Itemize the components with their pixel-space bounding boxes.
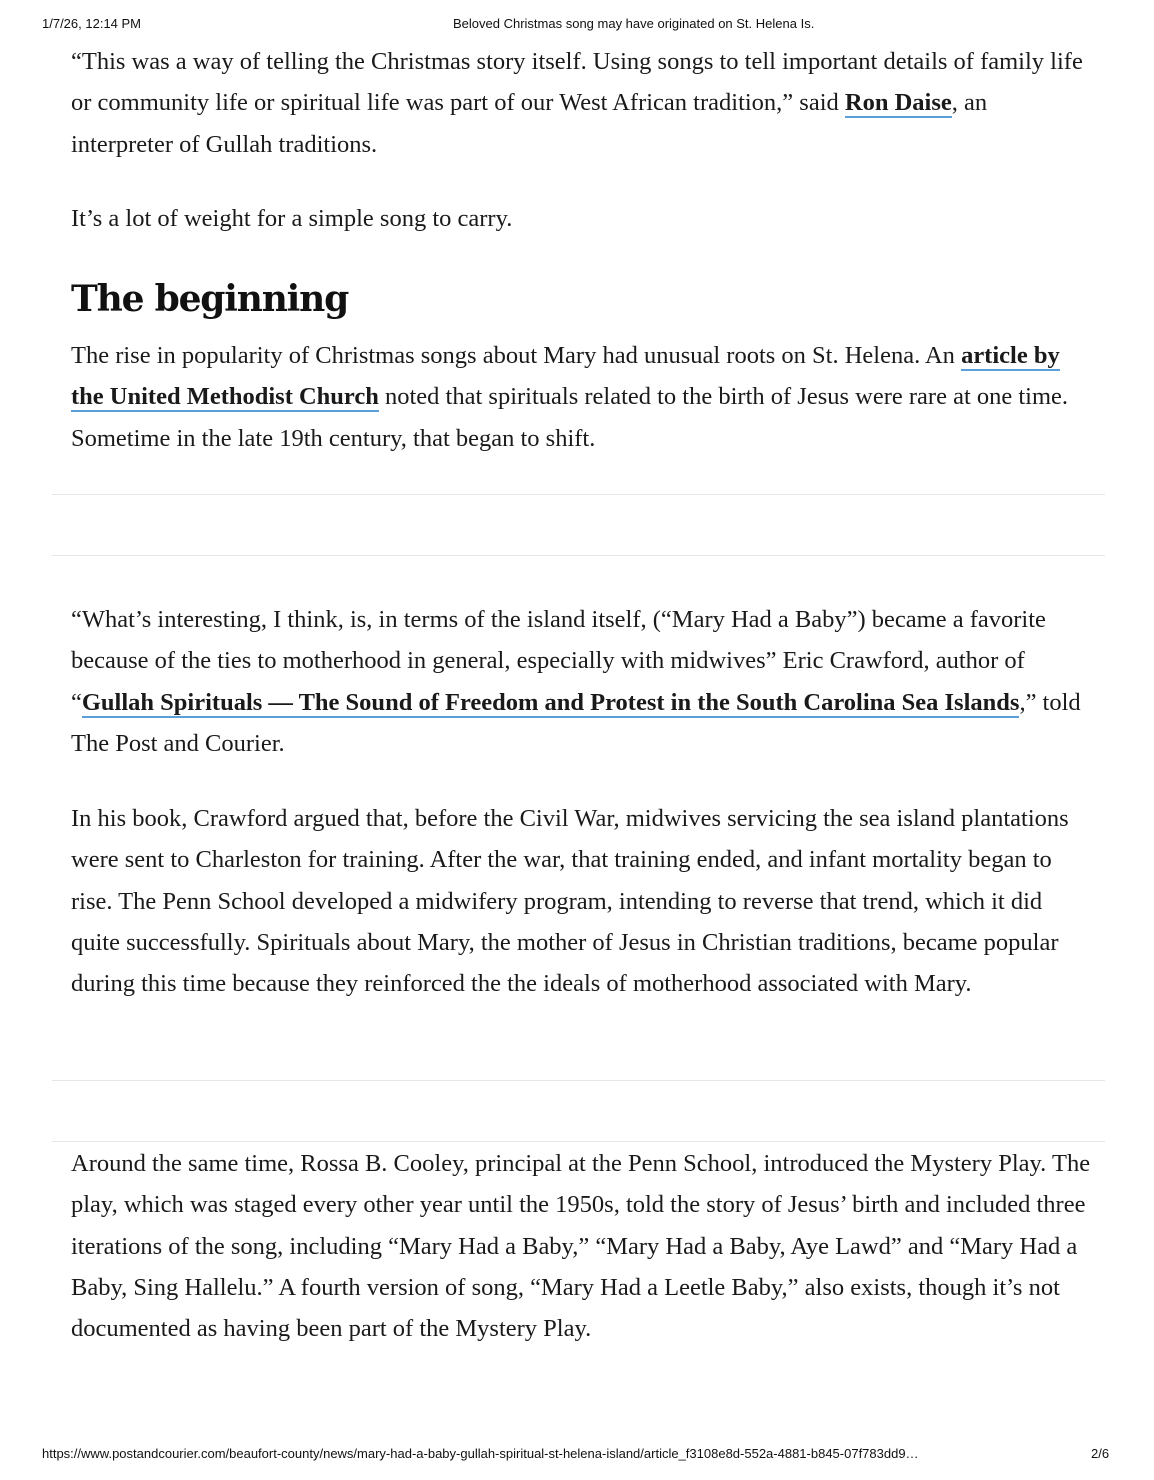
paragraph-text: “What’s interesting, I think, is, in terms of the island itself, (“Mary Had a Baby”) became a favorite because of the ties to motherhood in general, especially with midwives” Eric Crawford, author of “: [71, 606, 1046, 716]
print-url: https://www.postandcourier.com/beaufort-county/news/mary-had-a-baby-gullah-spiritual-st-helena-island/article_f3108e8d-552a-4881-b845-07f783dd9…: [42, 1446, 919, 1461]
article-paragraph-crawford-quote: [71, 599, 1091, 764]
paragraph-text: , an interpreter of Gullah traditions.: [71, 89, 988, 158]
page-indicator: 2/6: [1091, 1446, 1110, 1461]
methodist-article-link[interactable]: article by the United Methodist Church: [71, 342, 1060, 411]
ron-daise-link[interactable]: Ron Daise: [844, 89, 952, 117]
paragraph-text: “This was a way of telling the Christmas story itself. Using songs to tell important details of family life or community life or spiritual life was part of our West African tradition,” said: [71, 48, 1083, 117]
ad-slot-divider-top: [52, 494, 1105, 495]
print-doc-title: Beloved Christmas song may have originated on St. Helena Is.: [453, 16, 815, 31]
print-footer: [0, 1446, 1154, 1464]
paragraph-text: ,” told The Post and Courier.: [71, 688, 1081, 757]
article-paragraph-weight: It’s a lot of weight for a simple song to carry.: [71, 205, 513, 232]
article-paragraph-mystery-play: Around the same time, Rossa B. Cooley, principal at the Penn School, introduced the Mystery Play. The play, which was staged every other year until the 1950s, told the story of Jesus’ birth and included three iterations of the song, including “Mary Had a Baby,” “Mary Had a Baby, Aye Lawd” and “Mary Had a Baby, Sing Hallelu.” A fourth version of song, “Mary Had a Leetle Baby,” also exists, though it’s not documented as having been part of the Mystery Play.: [71, 1150, 1091, 1343]
paragraph-text: noted that spirituals related to the birth of Jesus were rare at one time. Sometime in the late 19th century, that began to shift.: [71, 383, 1069, 452]
gullah-spirituals-book-link[interactable]: Gullah Spirituals — The Sound of Freedom and Protest in the South Carolina Sea Islands: [81, 688, 1020, 716]
article-paragraph-quote-daise: [71, 41, 1091, 165]
ad-slot-divider-bottom: [52, 555, 1105, 556]
article-paragraph-rise: [71, 335, 1091, 459]
paragraph-text: The rise in popularity of Christmas songs about Mary had unusual roots on St. Helena. An: [71, 342, 962, 369]
print-datetime: 1/7/26, 12:14 PM: [42, 16, 142, 31]
ad-slot-divider-bottom-2: [52, 1141, 1105, 1142]
article-paragraph-midwives: In his book, Crawford argued that, before the Civil War, midwives servicing the sea island plantations were sent to Charleston for training. After the war, that training ended, and infant mortality began to rise. The Penn School developed a midwifery program, intending to reverse that trend, which it did quite successfully. Spirituals about Mary, the mother of Jesus in Christian traditions, became popular during this time because they reinforced the the ideals of motherhood associated with Mary.: [71, 805, 1069, 998]
print-header: [0, 16, 1154, 34]
section-heading: The beginning: [71, 278, 349, 320]
ad-slot-divider-top-2: [52, 1080, 1105, 1081]
